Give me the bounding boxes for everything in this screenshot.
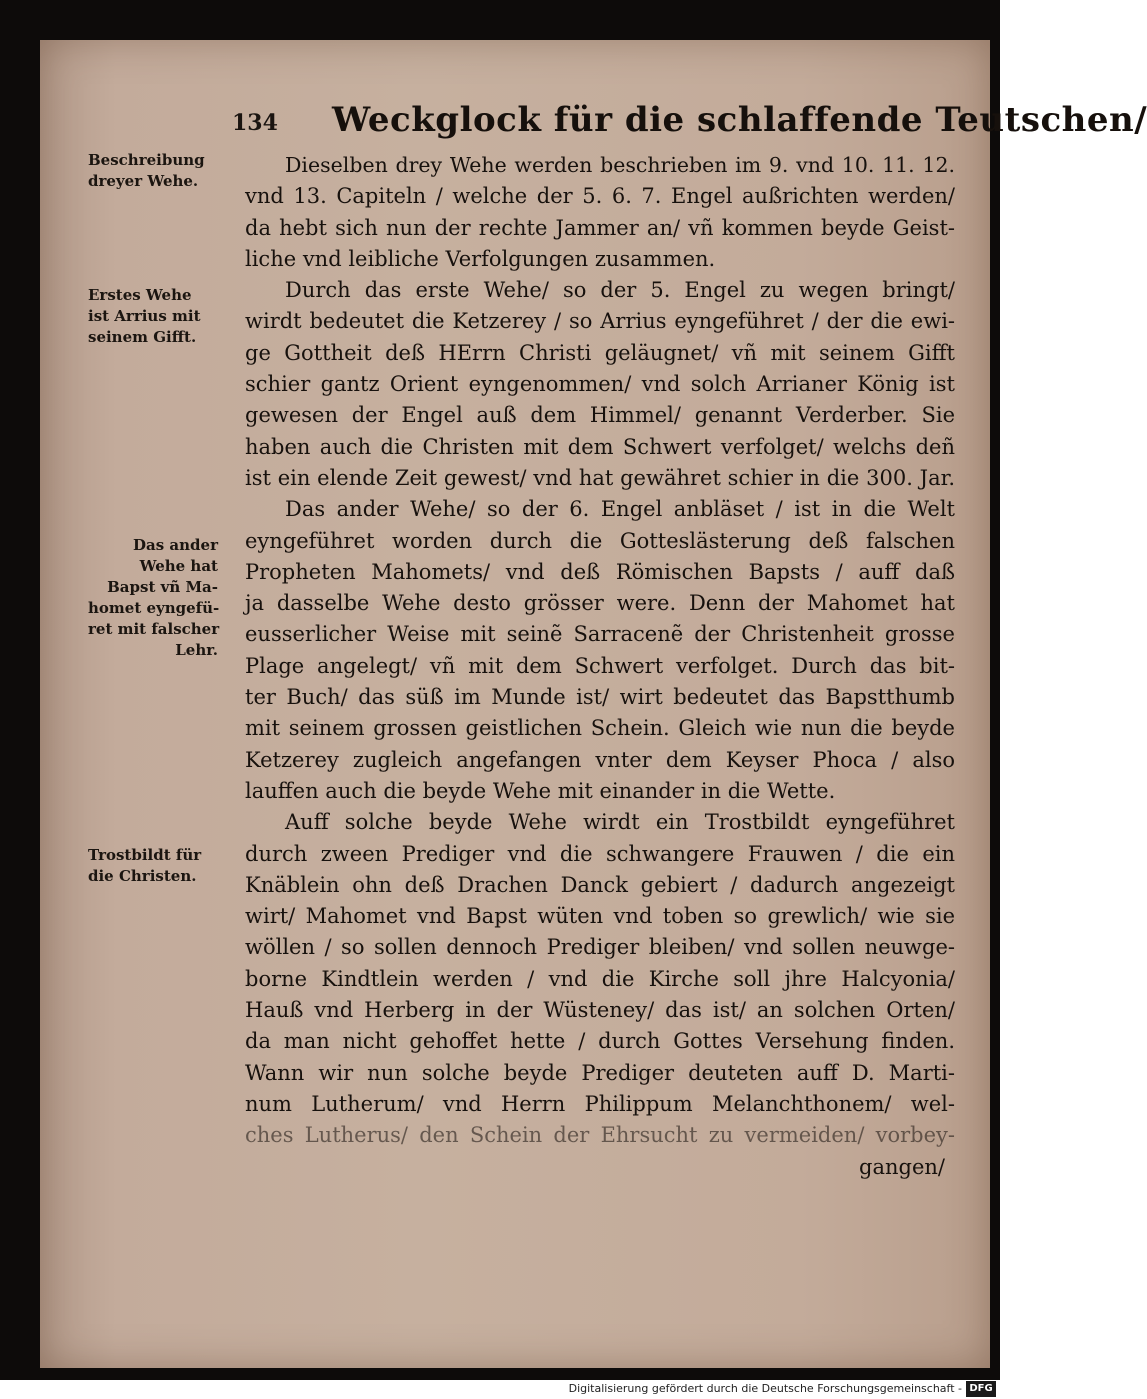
text-line: mit seinem grossen geistlichen Schein. Gleich wie nun die beyde [245, 716, 955, 741]
text-line: borne Kindtlein werden / vnd die Kirche soll jhre Halcyonia/ [245, 966, 955, 991]
page-header [232, 100, 1147, 150]
text-line: wirt/ Mahomet vnd Bapst wüten vnd toben so grewlich/ wie sie [245, 904, 955, 929]
text-line: Hauß vnd Herberg in der Wüsteney/ das ist/ an solchen Orten/ [245, 998, 955, 1023]
catchword: gangen/ [859, 1154, 945, 1179]
marginal-note [88, 535, 238, 661]
text-line: haben auch die Christen mit dem Schwert verfolget/ welchs deñ [245, 434, 955, 459]
text-line: wöllen / so sollen dennoch Prediger bleiben/ vnd sollen neuwge- [245, 935, 955, 960]
text-line: ist ein elende Zeit gewest/ vnd hat gewähret schier in die 300. Jar. [245, 465, 955, 490]
marginal-note [88, 150, 238, 192]
marginal-note [88, 285, 238, 348]
text-line: ches Lutherus/ den Schein der Ehrsucht zu vermeiden/ vorbey- [245, 1123, 955, 1148]
funding-credit: Digitalisierung gefördert durch die Deutsche Forschungsgemeinschaft - [568, 1382, 962, 1395]
running-title: Weckglock für die schlaffende Teutschen/ [332, 100, 1147, 140]
text-line: ge Gottheit deß HErrn Christi geläugnet/ vñ mit seinem Gifft [245, 340, 955, 365]
dfg-logo: DFG [966, 1381, 996, 1397]
text-line: gewesen der Engel auß dem Himmel/ genannt Verderber. Sie [245, 403, 955, 428]
text-line: Knäblein ohn deß Drachen Danck gebiert / dadurch angezeigt [245, 872, 955, 897]
text-line: durch zween Prediger vnd die schwangere Frauwen / die ein [245, 841, 955, 866]
marginal-note-line: seinem Gifft. [88, 328, 197, 346]
marginal-note-line: die Christen. [88, 867, 197, 885]
text-line: liche vnd leibliche Verfolgungen zusammen. [245, 246, 716, 271]
paragraph [245, 807, 955, 1151]
paragraph [245, 150, 955, 275]
page-number: 134 [232, 110, 278, 136]
text-line: da man nicht gehoffet hette / durch Gottes Versehung finden. [245, 1029, 955, 1054]
marginal-note [88, 845, 238, 887]
marginal-note-line: Trostbildt für [88, 846, 202, 864]
marginal-note-line: Das ander [133, 536, 218, 554]
text-line: Plage angelegt/ vñ mit dem Schwert verfolget. Durch das bit- [245, 653, 955, 678]
paragraph [245, 275, 955, 494]
text-line: vnd 13. Capiteln / welche der 5. 6. 7. Engel außrichten werden/ [245, 184, 955, 209]
text-line: num Lutherum/ vnd Herrn Philippum Melanchthonem/ wel- [245, 1091, 955, 1116]
text-line: da hebt sich nun der rechte Jammer an/ vñ kommen beyde Geist- [245, 215, 955, 240]
text-line: Dieselben drey Wehe werden beschrieben im 9. vnd 10. 11. 12. [285, 153, 955, 177]
paragraph [245, 494, 955, 807]
marginal-note-line: homet eyngefü- [88, 599, 220, 617]
text-line: Das ander Wehe/ so der 6. Engel anbläset / ist in die Welt [285, 497, 955, 522]
marginal-note-line: Erstes Wehe [88, 286, 192, 304]
text-line: ja dasselbe Wehe desto grösser were. Denn der Mahomet hat [245, 591, 955, 616]
marginal-note-line: ret mit falscher [88, 620, 220, 638]
text-line: eyngeführet worden durch die Gotteslästerung deß falschen [245, 528, 955, 553]
marginal-note-line: Beschreibung [88, 151, 205, 169]
text-line: ter Buch/ das süß im Munde ist/ wirt bedeutet das Bapstthumb [245, 685, 955, 710]
text-line: schier gantz Orient eyngenommen/ vnd solch Arrianer König ist [245, 372, 955, 397]
text-line: lauffen auch die beyde Wehe mit einander in die Wette. [245, 778, 836, 803]
text-line: wirdt bedeutet die Ketzerey / so Arrius eyngeführet / der die ewi- [245, 309, 955, 334]
text-line: Durch das erste Wehe/ so der 5. Engel zu wegen bringt/ [285, 278, 955, 303]
marginal-note-line: ist Arrius mit [88, 307, 201, 325]
main-text [245, 150, 955, 1183]
marginal-note-line: dreyer Wehe. [88, 172, 199, 190]
text-line: Wann wir nun solche beyde Prediger deuteten auff D. Marti- [245, 1060, 955, 1085]
marginal-note-line: Lehr. [175, 641, 218, 659]
text-line: Propheten Mahomets/ vnd deß Römischen Bapsts / auff daß [245, 559, 955, 584]
text-line: Ketzerey zugleich angefangen vnter dem Keyser Phoca / also [245, 747, 955, 772]
marginal-note-line: Bapst vñ Ma- [107, 578, 218, 596]
footer-bar [0, 1380, 1000, 1399]
text-line: Auff solche beyde Wehe wirdt ein Trostbildt eyngeführet [285, 810, 955, 835]
text-line: eusserlicher Weise mit seinẽ Sarracenẽ der Christenheit grosse [245, 622, 955, 647]
marginal-note-line: Wehe hat [139, 557, 218, 575]
